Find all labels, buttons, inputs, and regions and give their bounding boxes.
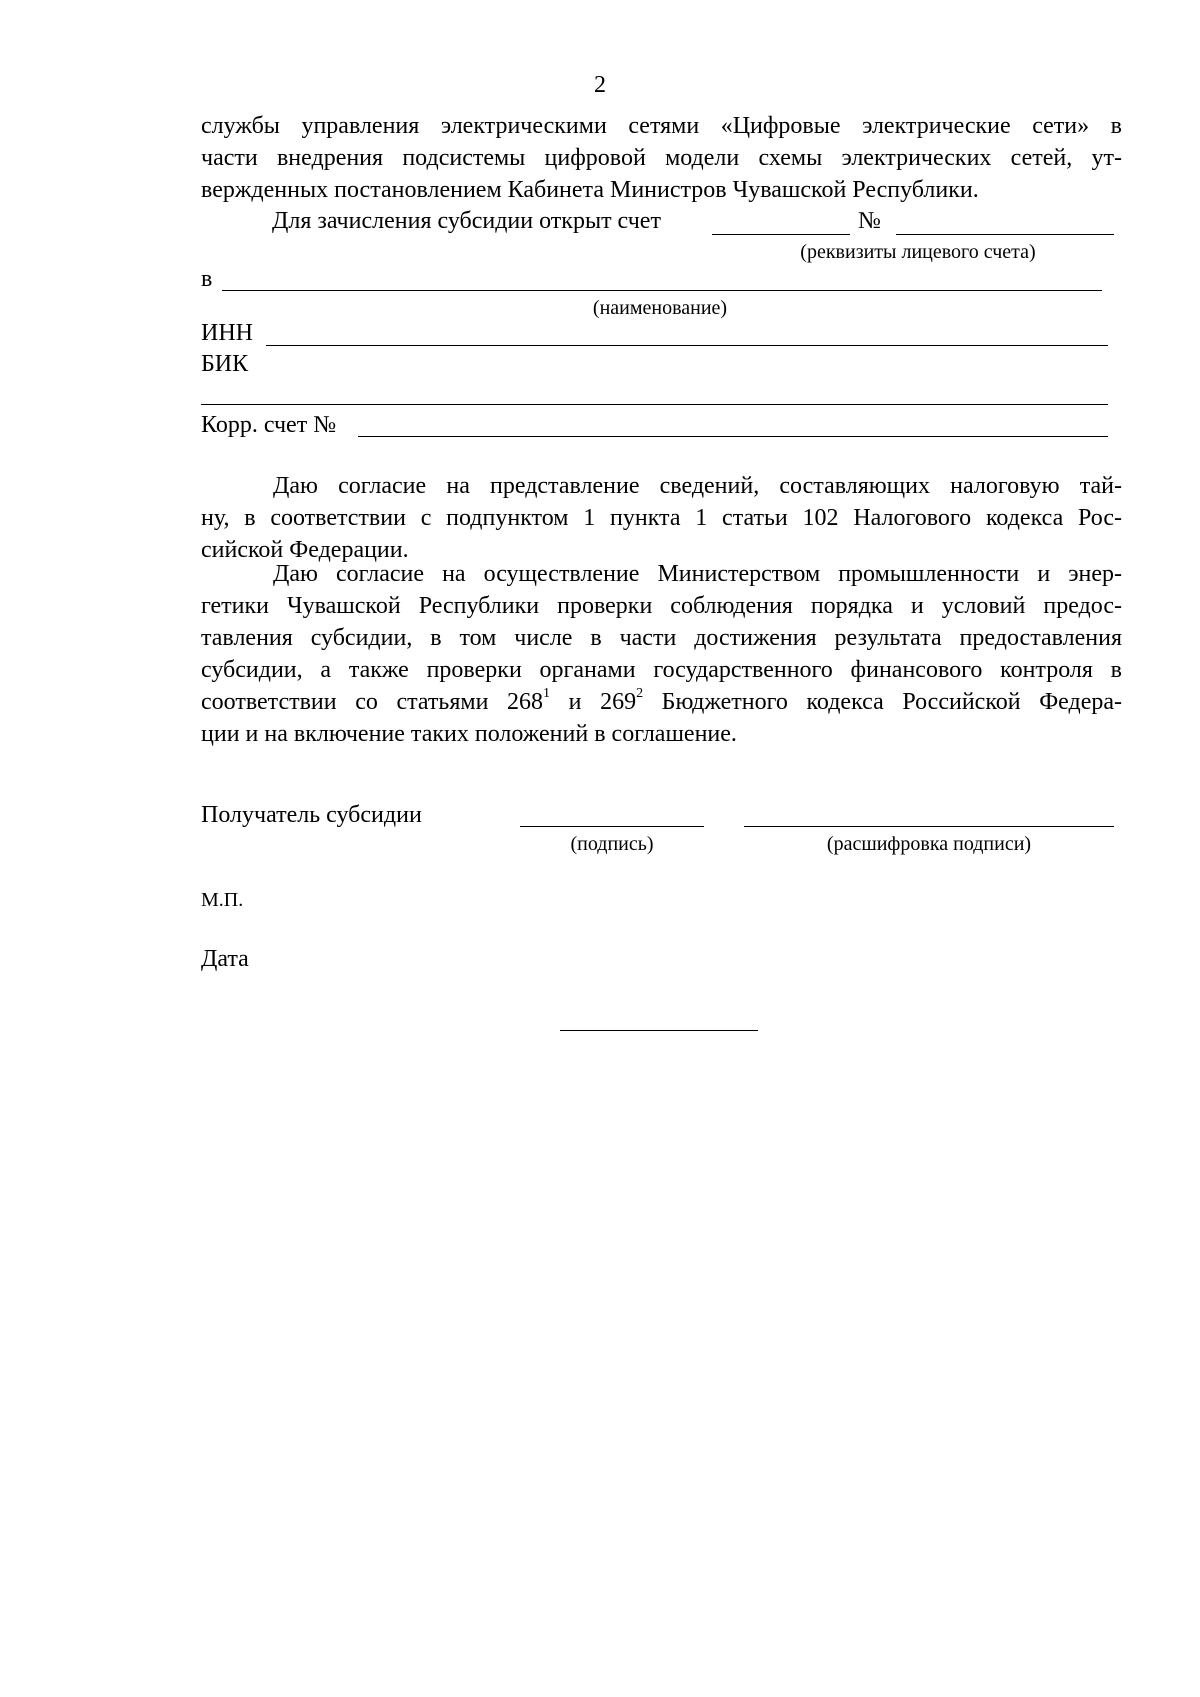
consent-audit-text: Бюджетного кодекса Российской Федера-	[643, 689, 1123, 715]
consent-audit-line: гетики Чувашской Республики проверки соблюдения порядка и условий предос-	[201, 593, 1122, 619]
bank-prefix: в	[201, 266, 213, 292]
consent-audit-text: и 269	[550, 689, 637, 715]
account-text: Для зачисления субсидии открыт счет	[272, 208, 661, 234]
consent-tax-line: сийской Федерации.	[201, 537, 409, 563]
bik-line[interactable]	[201, 404, 1108, 405]
consent-audit-line: тавления субсидии, в том числе в части достижения результата предоставления	[201, 625, 1122, 651]
consent-tax-paragraph-cont	[201, 502, 1122, 566]
account-caption: (реквизиты лицевого счета)	[800, 241, 1036, 263]
intro-line: службы управления электрическими сетями «Цифровые электрические сети» в	[201, 113, 1122, 139]
recipient-label: Получатель субсидии	[201, 802, 422, 828]
number-sign: №	[858, 208, 881, 234]
signature-decode-line[interactable]	[744, 826, 1114, 827]
bik-label: БИК	[201, 351, 249, 377]
consent-tax-paragraph	[201, 470, 1122, 502]
bank-caption: (наименование)	[592, 297, 728, 319]
consent-audit-paragraph-cont	[201, 590, 1122, 750]
closing-separator	[560, 1030, 758, 1031]
intro-line: части внедрения подсистемы цифровой модели схемы электрических сетей, ут-	[201, 145, 1122, 171]
account-details-line[interactable]	[896, 234, 1114, 235]
signature-caption: (подпись)	[570, 833, 654, 855]
stamp-label: М.П.	[201, 889, 244, 911]
intro-line: вержденных постановлением Кабинета Министров Чувашской Республики.	[201, 177, 979, 203]
corr-label: Корр. счет №	[201, 412, 337, 438]
superscript: 2	[636, 686, 644, 701]
consent-audit-line: субсидии, а также проверки органами государственного финансового контроля в	[201, 657, 1122, 683]
inn-line[interactable]	[266, 345, 1108, 346]
consent-audit-line: Даю согласие на осуществление Министерством промышленности и энер-	[273, 561, 1122, 587]
consent-tax-line: ну, в соответствии с подпунктом 1 пункта 1 статьи 102 Налогового кодекса Рос-	[201, 505, 1122, 531]
superscript: 1	[543, 686, 551, 701]
inn-label: ИНН	[201, 320, 253, 346]
consent-audit-line-5	[201, 686, 1122, 718]
corr-account-line[interactable]	[358, 436, 1108, 437]
account-number-line[interactable]	[712, 234, 850, 235]
signature-decode-caption: (расшифровка подписи)	[826, 833, 1032, 855]
consent-audit-paragraph	[201, 558, 1122, 590]
consent-audit-text: соответствии со статьями 268	[201, 689, 544, 715]
page-number: 2	[594, 72, 606, 98]
signature-line[interactable]	[520, 826, 704, 827]
bank-name-line[interactable]	[222, 290, 1102, 291]
consent-audit-line: ции и на включение таких положений в соглашение.	[201, 721, 737, 747]
consent-tax-line: Даю согласие на представление сведений, составляющих налоговую тай-	[273, 473, 1122, 499]
intro-paragraph	[201, 110, 1122, 206]
date-label: Дата	[201, 946, 249, 972]
